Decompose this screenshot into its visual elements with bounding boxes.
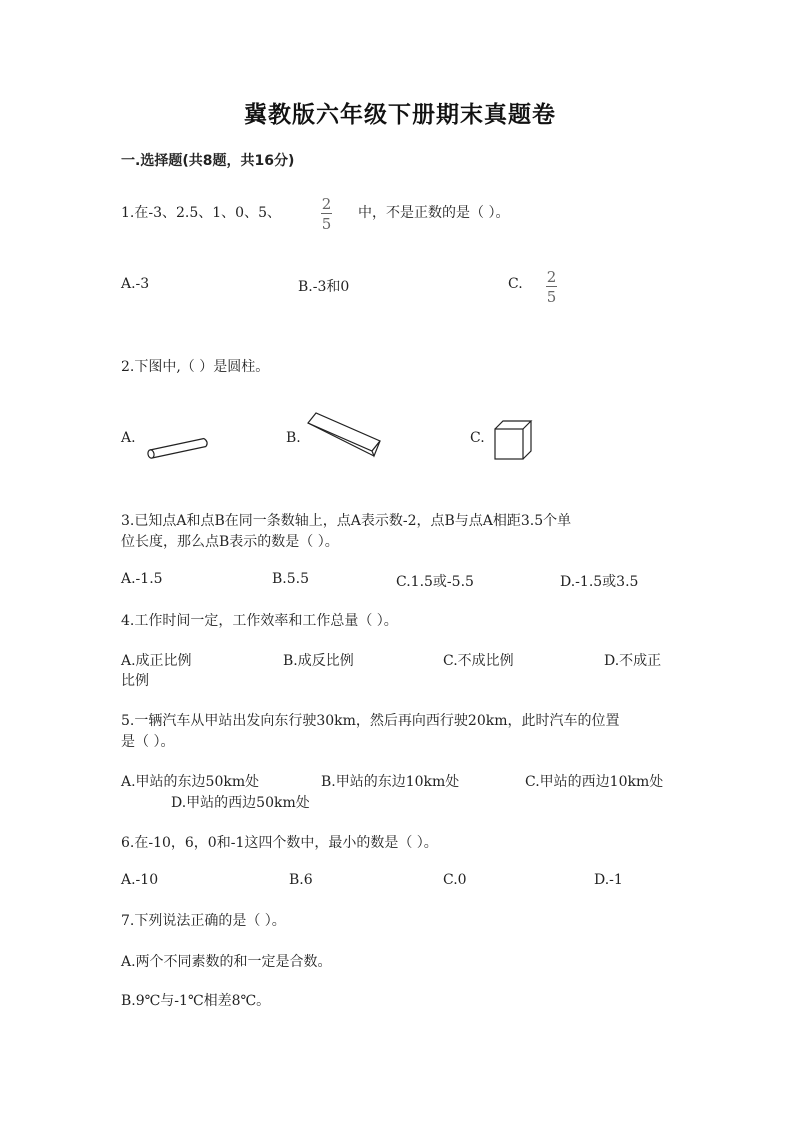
- question-4-option-c[interactable]: C.不成比例: [443, 653, 514, 669]
- question-4-option-d-wrap: 比例: [121, 673, 149, 689]
- question-5-option-c[interactable]: C.甲站的西边10km处: [525, 774, 664, 790]
- question-5-stem-line-1: 5.一辆汽车从甲站出发向东行驶30km，然后再向西行驶20km，此时汽车的位置: [121, 713, 620, 729]
- question-4-stem: 4.工作时间一定，工作效率和工作总量（ ）。: [121, 613, 398, 629]
- question-2-option-b[interactable]: B.: [286, 430, 301, 446]
- question-6-option-b[interactable]: B.6: [289, 872, 313, 888]
- fraction-bar: [546, 286, 557, 287]
- question-3-option-b[interactable]: B.5.5: [272, 571, 310, 587]
- fraction-denominator: 5: [546, 288, 557, 306]
- question-1-stem-start: 1.在-3、2.5、1、0、5、: [121, 205, 281, 221]
- question-6-stem: 6.在-10，6，0和-1这四个数中，最小的数是（ ）。: [121, 835, 438, 851]
- question-6-option-c[interactable]: C.0: [443, 872, 467, 888]
- question-5-option-d[interactable]: D.甲站的西边50km处: [171, 795, 310, 811]
- question-7-option-a[interactable]: A.两个不同素数的和一定是合数。: [121, 954, 332, 970]
- question-5-option-a[interactable]: A.甲站的东边50km处: [121, 774, 260, 790]
- fraction-denominator: 5: [321, 215, 332, 233]
- cylinder-icon: [144, 436, 210, 462]
- question-6-option-a[interactable]: A.-10: [121, 872, 159, 888]
- question-3-option-d[interactable]: D.-1.5或3.5: [560, 574, 639, 590]
- question-3-stem-line-1: 3.已知点A和点B在同一条数轴上，点A表示数-2，点B与点A相距3.5个单: [121, 513, 572, 529]
- fraction-numerator: 2: [546, 268, 557, 286]
- question-3-option-c[interactable]: C.1.5或-5.5: [396, 574, 474, 590]
- question-7-stem: 7.下列说法正确的是（ ）。: [121, 913, 286, 929]
- triangular-prism-icon: [304, 411, 384, 457]
- question-2-option-c[interactable]: C.: [470, 430, 485, 446]
- question-2-stem: 2.下图中,（ ）是圆柱。: [121, 359, 270, 375]
- question-1-option-c[interactable]: C.: [508, 276, 523, 292]
- option-c-fraction: [546, 269, 557, 305]
- question-1-option-a[interactable]: A.-3: [121, 276, 150, 292]
- question-3-option-a[interactable]: A.-1.5: [121, 571, 163, 587]
- question-2-option-a[interactable]: A.: [121, 430, 136, 446]
- question-3-stem-line-2: 位长度，那么点B表示的数是（ ）。: [121, 534, 339, 550]
- fraction-numerator: 2: [321, 195, 332, 213]
- page-title: 冀教版六年级下册期末真题卷: [244, 102, 556, 128]
- question-1-fraction: [321, 196, 332, 232]
- cube-icon: [494, 420, 532, 460]
- fraction-bar: [321, 213, 332, 214]
- question-4-option-d[interactable]: D.不成正: [604, 653, 662, 669]
- question-7-option-b[interactable]: B.9℃与-1℃相差8℃。: [121, 993, 271, 1009]
- question-5-stem-line-2: 是（ ）。: [121, 734, 175, 750]
- question-6-option-d[interactable]: D.-1: [594, 872, 623, 888]
- question-1-stem-end: 中，不是正数的是（ ）。: [358, 205, 510, 221]
- question-4-option-a[interactable]: A.成正比例: [121, 653, 192, 669]
- question-1-option-b[interactable]: B.-3和0: [298, 279, 350, 295]
- question-5-option-b[interactable]: B.甲站的东边10km处: [321, 774, 460, 790]
- question-4-option-b[interactable]: B.成反比例: [283, 653, 354, 669]
- section-heading: 一.选择题(共8题，共16分): [121, 153, 295, 169]
